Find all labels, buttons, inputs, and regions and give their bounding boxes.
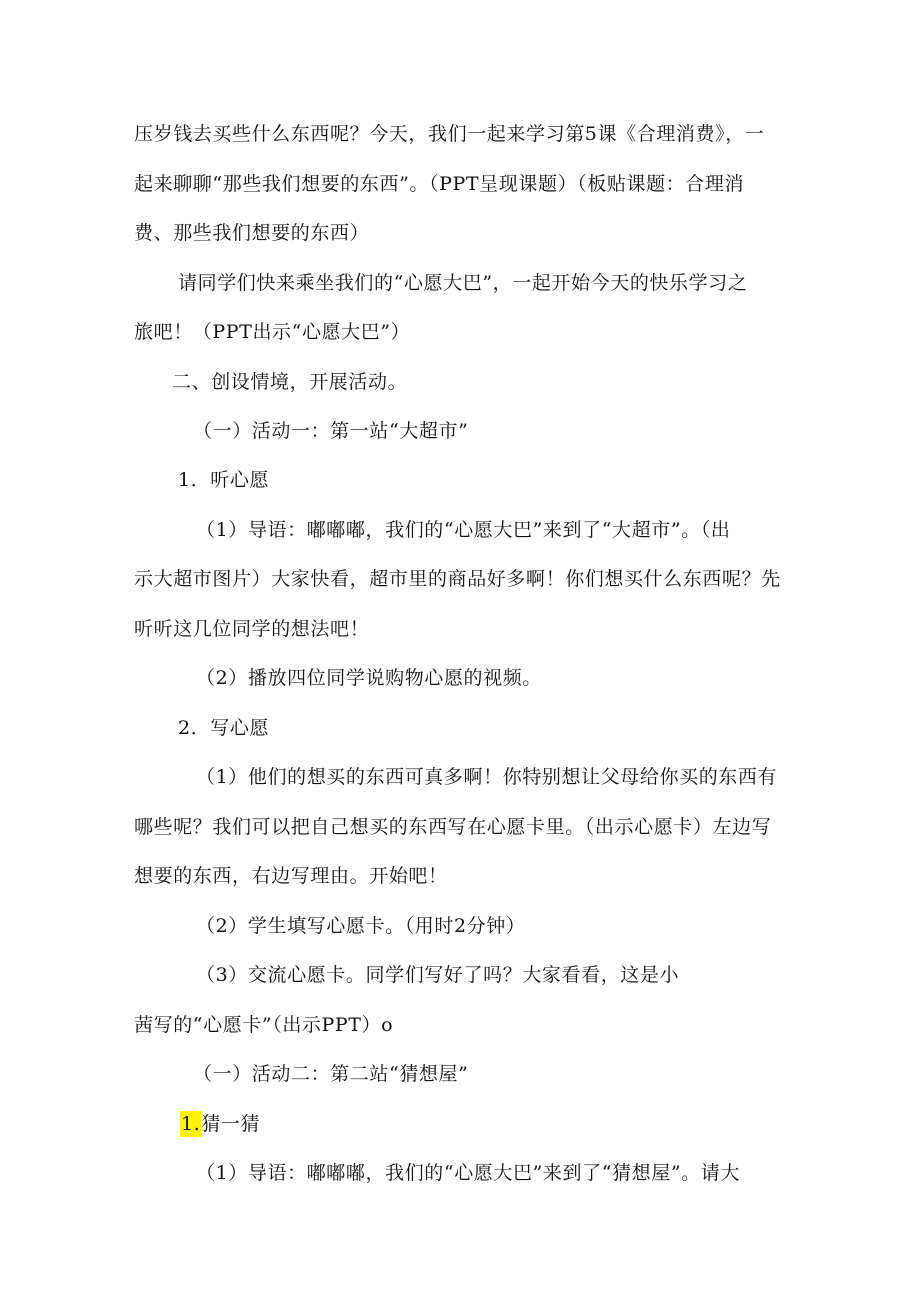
paragraph-line: 想要的东西，右边写理由。开始吧！ (134, 865, 448, 887)
paragraph-line: 请同学们快来乘坐我们的“心愿大巴”，一起开始今天的快乐学习之 (178, 272, 748, 294)
paragraph-line: 示大超市图片）大家快看，超市里的商品好多啊！你们想买什么东西呢？先 (134, 568, 781, 590)
paragraph-line: 起来聊聊“那些我们想要的东西”。（PPT呈现课题）（板贴课题：合理消 (134, 173, 745, 195)
list-item-heading (180, 1111, 260, 1137)
paragraph-line: 压岁钱去买些什么东西呢？今天，我们一起来学习第5课《合理消费》，一 (134, 123, 765, 145)
paragraph-line: 茜写的“心愿卡”（出示PPT）o (134, 1014, 394, 1036)
paragraph-line: （1）导语：嘟嘟嘟，我们的“心愿大巴”来到了“大超市”。（出 (196, 519, 731, 541)
highlighted-number: 1. (181, 1113, 201, 1135)
list-item-heading: 1．听心愿 (178, 469, 270, 491)
paragraph-line: （2）学生填写心愿卡。（用时2分钟） (196, 915, 526, 937)
subsection-heading: （一）活动一：第一站“大超市” (193, 420, 469, 442)
section-heading: 二、创设情境，开展活动。 (172, 371, 408, 393)
subsection-heading: （一）活动二：第二站“猜想屋” (193, 1063, 469, 1085)
paragraph-line: 听听这几位同学的想法吧！ (134, 618, 370, 640)
list-item-heading: 2．写心愿 (178, 717, 270, 739)
paragraph-line: （1）他们的想买的东西可真多啊！你特别想让父母给你买的东西有 (196, 766, 778, 788)
paragraph-line: （1）导语：嘟嘟嘟，我们的“心愿大巴”来到了“猜想屋”。请大 (196, 1162, 740, 1184)
paragraph-line: 旅吧！（PPT出示“心愿大巴”） (134, 321, 411, 343)
paragraph-line: 哪些呢？我们可以把自己想买的东西写在心愿卡里。（出示心愿卡）左边写 (134, 816, 772, 838)
list-item-label: 猜一猜 (201, 1113, 261, 1135)
paragraph-line: 费、那些我们想要的东西） (134, 222, 370, 244)
paragraph-line: （2）播放四位同学说购物心愿的视频。 (196, 667, 542, 689)
paragraph-line: （3）交流心愿卡。同学们写好了吗？大家看看，这是小 (196, 964, 680, 986)
